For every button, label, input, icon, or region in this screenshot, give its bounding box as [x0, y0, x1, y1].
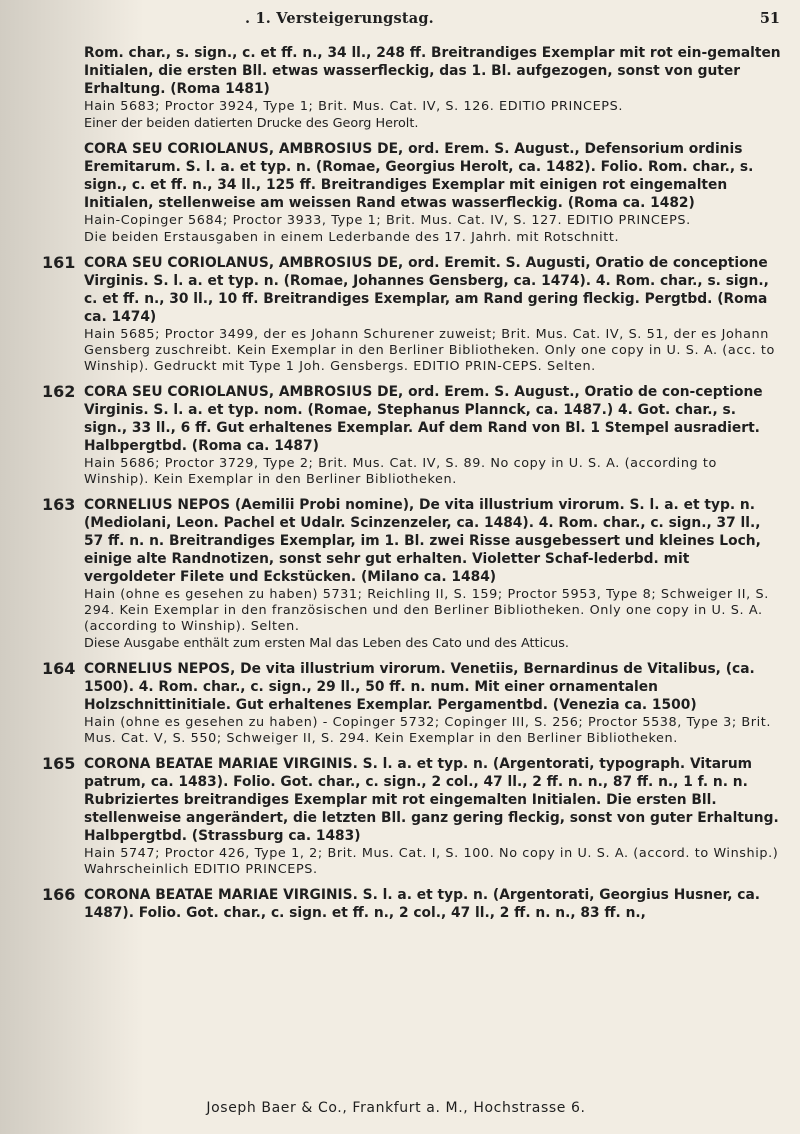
entry-number: 164: [42, 659, 76, 678]
entry-note: Einer der beiden datierten Drucke des Georg Herolt.: [84, 116, 419, 131]
entry-references: Hain 5685; Proctor 3499, der es Johann Schurener zuweist; Brit. Mus. Cat. IV, S. 51, der es Johann Gensberg zuschreibt. Kein Exemplar in den Berliner Bibliotheken. Only one copy in U. S. A. (acc. to Winship). Gedruckt mit Type 1 Joh. Gensbergs. EDITIO PRIN-CEPS. Selten.: [84, 327, 775, 374]
catalog-entry: [0, 660, 792, 747]
entry-references: Hain 5683; Proctor 3924, Type 1; Brit. Mus. Cat. IV, S. 126. EDITIO PRINCEPS.: [84, 99, 623, 114]
page-number: 51: [759, 10, 780, 27]
entry-references: Hain (ohne es gesehen zu haben) 5731; Reichling II, S. 159; Proctor 5953, Type 8; Schweiger II, S. 294. Kein Exemplar in den französischen und den Berliner Bibliotheken. Only one copy in U. S. A. (according to Winship). Selten.: [84, 587, 769, 634]
entry-references: Hain (ohne es gesehen zu haben) - Copinger 5732; Copinger III, S. 256; Proctor 5538, Type 3; Brit. Mus. Cat. V, S. 550; Schweiger II, S. 294. Kein Exemplar in den Berliner Bibliotheken.: [84, 715, 772, 746]
catalog-entry: [0, 755, 792, 878]
entry-number: 162: [42, 382, 76, 401]
entry-note: Die beiden Erstausgaben in einem Lederbande des 17. Jahrh. mit Rotschnitt.: [84, 230, 620, 245]
catalog-entry: [0, 44, 792, 132]
entry-main-text: CORNELIUS NEPOS (Aemilii Probi nomine), De vita illustrium virorum. S. l. a. et typ. n. (Mediolani, Leon. Pachel et Udalr. Scinzenzeler, ca. 1484). 4. Rom. char., c. sign., 37 ll., 57 ff. n. n. Breitrandiges Exemplar, im 1. Bl. zwei Risse ausgebessert und kleines Loch, einige alte Randnotizen, sonst sehr gut erhalten. Violetter Schaf-lederbd. mit vergoldeter Filete und Eckstücken. (Milano ca. 1484): [84, 497, 761, 585]
entry-number: 165: [42, 754, 76, 773]
entry-main-text: CORA SEU CORIOLANUS, AMBROSIUS DE, ord. Eremit. S. Augusti, Oratio de conceptione Virginis. S. l. a. et typ. n. (Romae, Johannes Gensberg, ca. 1474). 4. Rom. char., s. sign., c. et ff. n., 30 ll., 10 ff. Breitrandiges Exemplar, am Rand gering fleckig. Pergtbd. (Roma ca. 1474): [84, 255, 769, 325]
entry-references: Hain 5747; Proctor 426, Type 1, 2; Brit. Mus. Cat. I, S. 100. No copy in U. S. A. (accord. to Winship.) Wahrscheinlich EDITIO PRINCEPS.: [84, 846, 779, 877]
catalog-content: [0, 44, 792, 930]
entry-note: Diese Ausgabe enthält zum ersten Mal das Leben des Cato und des Atticus.: [84, 636, 570, 651]
entry-number: 166: [42, 885, 76, 904]
entry-main-text: CORONA BEATAE MARIAE VIRGINIS. S. l. a. et typ. n. (Argentorati, typograph. Vitarum patrum, ca. 1483). Folio. Got. char., c. sign., 2 col., 47 ll., 2 ff. n. n., 87 ff. n., 1 f. n. n. Rubriziertes breitrandiges Exemplar mit rot eingemalten Initialen. Die ersten Bll. stellenweise angerändert, die letzten Bll. ganz gering fleckig, sonst von guter Erhaltung. Halbpergtbd. (Strassburg ca. 1483): [84, 756, 779, 844]
header-title: . 1. Versteigerungstag.: [245, 10, 434, 27]
catalog-entry: [0, 383, 792, 488]
entry-references: Hain-Copinger 5684; Proctor 3933, Type 1; Brit. Mus. Cat. IV, S. 127. EDITIO PRINCEPS.: [84, 213, 691, 228]
entry-main-text: CORA SEU CORIOLANUS, AMBROSIUS DE, ord. Erem. S. August., Defensorium ordinis Eremitarum. S. l. a. et typ. n. (Romae, Georgius Herolt, ca. 1482). Folio. Rom. char., s. sign., c. et ff. n., 34 ll., 125 ff. Breitrandiges Exemplar mit einigen rot eingemalten Initialen, stellenweise am weissen Rand etwas wasserfleckig. (Roma ca. 1482): [84, 141, 754, 211]
footer-imprint: Joseph Baer & Co., Frankfurt a. M., Hochstrasse 6.: [206, 1100, 586, 1116]
catalog-entry: [0, 886, 792, 922]
entry-main-text: Rom. char., s. sign., c. et ff. n., 34 ll., 248 ff. Breitrandiges Exemplar mit rot ein-gemalten Initialen, die ersten Bll. etwas wasserfleckig, das 1. Bl. aufgezogen, sonst von guter Erhaltung. (Roma 1481): [84, 45, 781, 97]
entry-main-text: CORNELIUS NEPOS, De vita illustrium virorum. Venetiis, Bernardinus de Vitalibus, (ca. 1500). 4. Rom. char., c. sign., 29 ll., 50 ff. n. num. Mit einer ornamentalen Holzschnittinitiale. Gut erhaltenes Exemplar. Pergamentbd. (Venezia ca. 1500): [84, 661, 755, 713]
entry-number: 163: [42, 495, 76, 514]
entry-main-text: CORA SEU CORIOLANUS, AMBROSIUS DE, ord. Erem. S. August., Oratio de con-ceptione Virginis. S. l. a. et typ. nom. (Romae, Stephanus Plannck, ca. 1487.) 4. Got. char., s. sign., 33 ll., 6 ff. Gut erhaltenes Exemplar. Auf dem Rand von Bl. 1 Stempel ausradiert. Halbpergtbd. (Roma ca. 1487): [84, 384, 763, 454]
entry-number: 161: [42, 253, 76, 272]
catalog-entry: [0, 254, 792, 375]
entry-main-text: CORONA BEATAE MARIAE VIRGINIS. S. l. a. et typ. n. (Argentorati, Georgius Husner, ca. 1487). Folio. Got. char., c. sign. et ff. n., 2 col., 47 ll., 2 ff. n. n., 83 ff. n.,: [84, 887, 761, 921]
catalog-entry: [0, 140, 792, 246]
catalog-entry: [0, 496, 792, 652]
entry-references: Hain 5686; Proctor 3729, Type 2; Brit. Mus. Cat. IV, S. 89. No copy in U. S. A. (according to Winship). Kein Exemplar in den Berliner Bibliotheken.: [84, 456, 717, 487]
